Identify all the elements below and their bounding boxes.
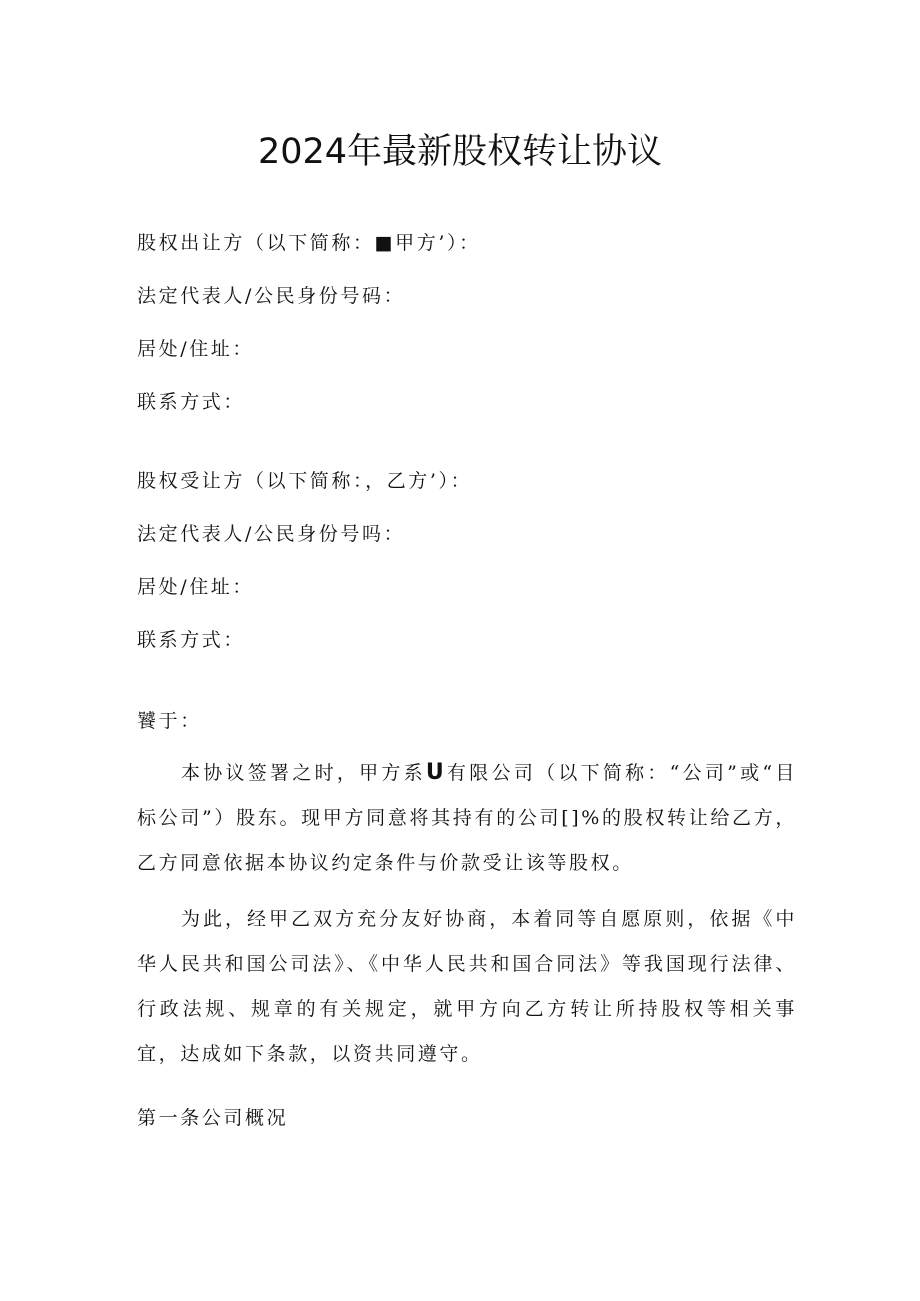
document-title: 2024年最新股权转让协议 xyxy=(257,132,663,172)
paragraph-1-glyph: U xyxy=(425,760,447,785)
party-b-representative: 法定代表人/公民身份号吗： xyxy=(137,523,406,545)
whereas-label: 饕于： xyxy=(137,710,202,732)
whereas-paragraph-2: 为此，经甲乙双方充分友好协商，本着同等自愿原则，依据《中华人民共和国公司法》、《中华人民共和国合同法》等我国现行法律、行政法规、规章的有关规定，就甲方向乙方转让所持股权等相关事宜，达成如下条款，以资共同遵守。 xyxy=(137,908,797,1065)
whereas-paragraph-1 xyxy=(137,750,797,886)
party-b-contact: 联系方式： xyxy=(137,629,246,651)
article-1-heading: 第一条公司概况 xyxy=(137,1107,289,1129)
party-a-heading: 股权出让方（以下简称：■甲方’）： xyxy=(137,232,481,254)
party-b-heading: 股权受让方（以下简称：，乙方’）： xyxy=(137,470,473,492)
party-a-contact: 联系方式： xyxy=(137,391,246,413)
party-a-address: 居处/住址： xyxy=(137,338,255,360)
party-a-representative: 法定代表人/公民身份号码： xyxy=(137,285,406,307)
party-b-address: 居处/住址： xyxy=(137,576,255,598)
paragraph-1-part-2: 有限公司（以下简称：“公司”或“目标公司”）股东。现甲方同意将其持有的公司[]%的股权转让给乙方，乙方同意依据本协议约定条件与价款受让该等股权。 xyxy=(137,762,797,874)
paragraph-1-part-1: 本协议签署之时，甲方系 xyxy=(181,762,426,784)
